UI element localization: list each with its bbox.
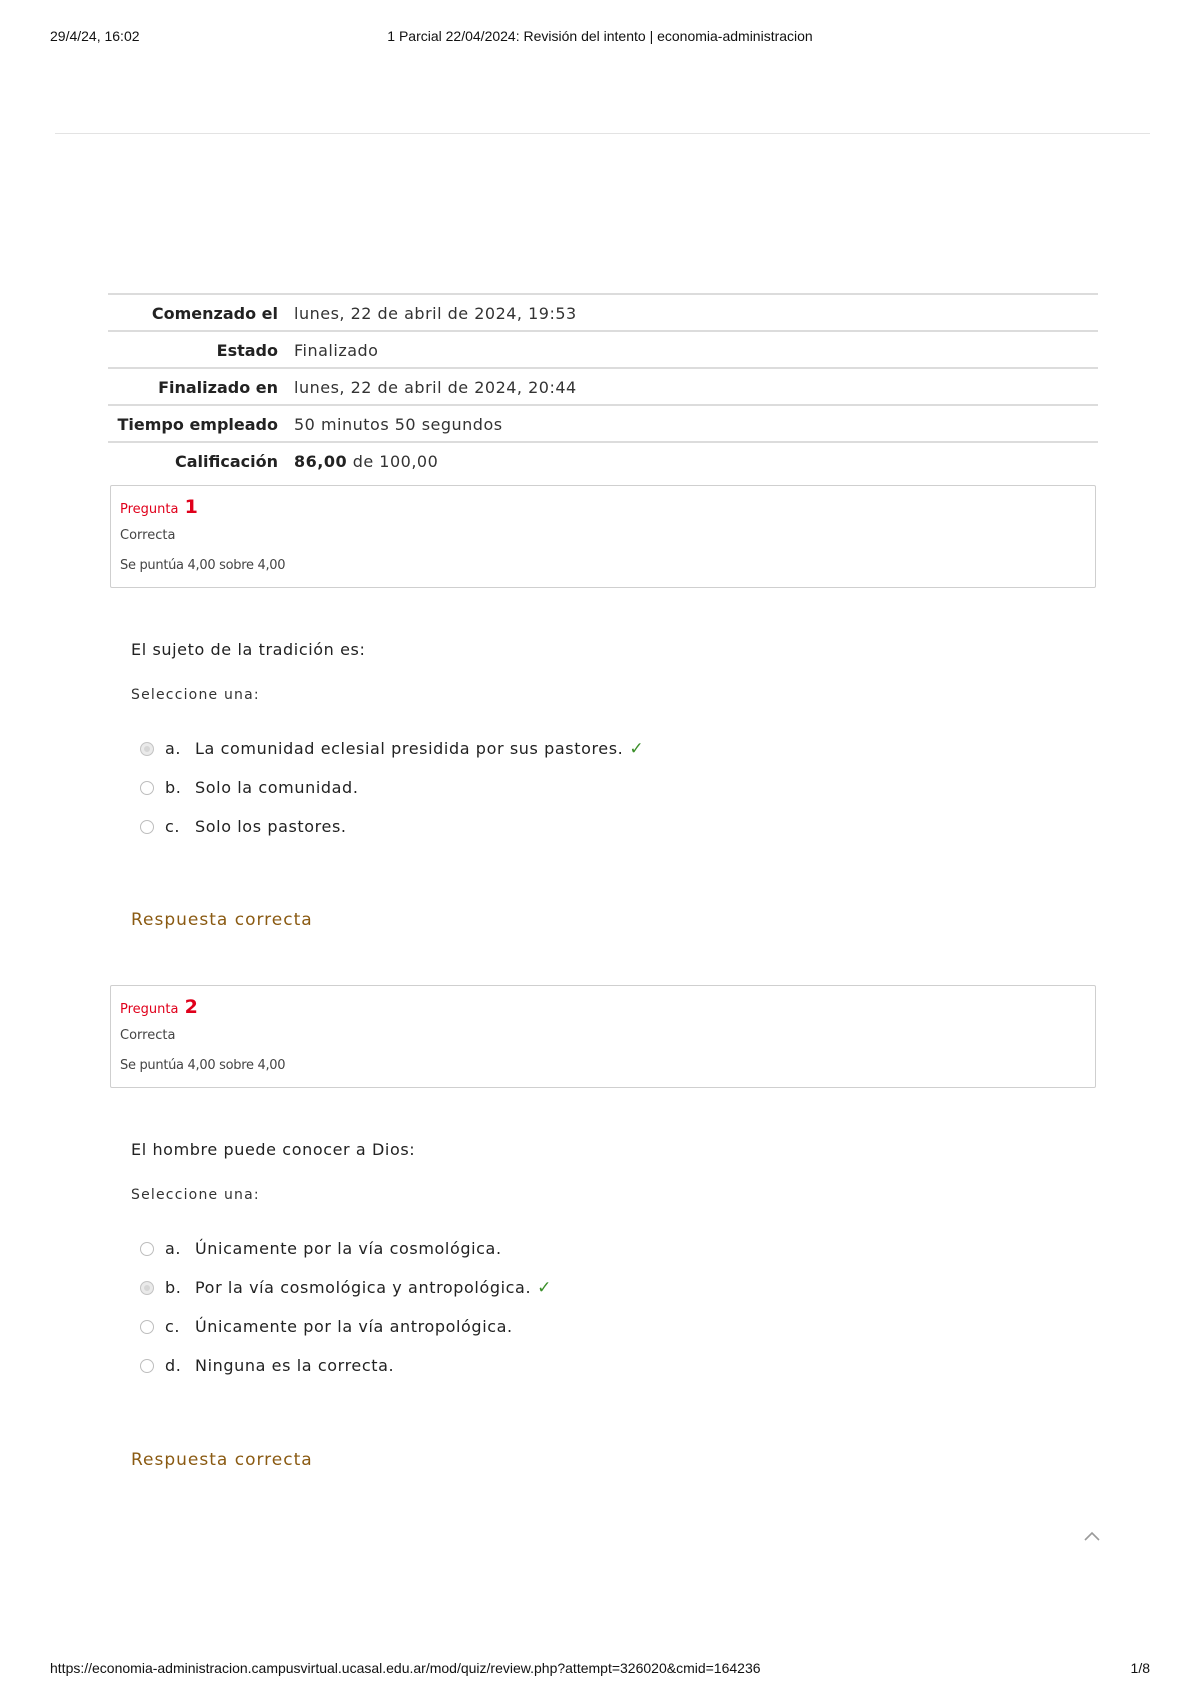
check-icon: ✓ <box>537 1277 553 1298</box>
summary-label: Tiempo empleado <box>117 415 278 434</box>
answer-text: Solo la comunidad. <box>195 778 359 797</box>
answer-letter: b. <box>165 778 182 797</box>
radio-button[interactable] <box>140 742 154 756</box>
radio-button[interactable] <box>140 1320 154 1334</box>
answer-list <box>131 1229 1071 1385</box>
answer-text: Solo los pastores. <box>195 817 347 836</box>
question-feedback-2: Respuesta correcta <box>131 1450 313 1470</box>
question-number <box>120 496 198 518</box>
question-info-1 <box>110 485 1096 588</box>
print-datetime: 29/4/24, 16:02 <box>50 28 140 44</box>
answer-option-b[interactable] <box>131 768 1071 807</box>
answer-letter: a. <box>165 739 182 758</box>
answer-option-b[interactable] <box>131 1268 1071 1307</box>
summary-row-state <box>108 331 1098 368</box>
radio-button[interactable] <box>140 781 154 795</box>
answer-text: Únicamente por la vía antropológica. <box>195 1317 513 1336</box>
answer-text: Ninguna es la correcta. <box>195 1356 395 1375</box>
question-state: Correcta <box>120 1028 176 1043</box>
question-grade: Se puntúa 4,00 sobre 4,00 <box>120 1058 286 1073</box>
question-feedback-1: Respuesta correcta <box>131 910 313 930</box>
summary-label: Finalizado en <box>158 378 278 397</box>
answer-option-c[interactable] <box>131 807 1071 846</box>
summary-value: Finalizado <box>294 341 379 360</box>
grade-score: 86,00 <box>294 452 348 471</box>
question-info-2 <box>110 985 1096 1088</box>
answer-letter: a. <box>165 1239 182 1258</box>
summary-row-time-taken <box>108 405 1098 442</box>
question-prompt: Seleccione una: <box>131 1187 260 1203</box>
answer-letter: b. <box>165 1278 182 1297</box>
print-url: https://economia-administracion.campusvirtual.ucasal.edu.ar/mod/quiz/review.php?attempt=326020&cmid=164236 <box>50 1660 761 1676</box>
question-grade: Se puntúa 4,00 sobre 4,00 <box>120 558 286 573</box>
answer-text: Por la vía cosmológica y antropológica. <box>195 1278 532 1297</box>
question-label: Pregunta <box>120 502 179 517</box>
answer-option-d[interactable] <box>131 1346 1071 1385</box>
question-content-2 <box>131 1140 1071 1385</box>
grade-max: de 100,00 <box>352 452 439 471</box>
radio-button[interactable] <box>140 820 154 834</box>
summary-label: Calificación <box>175 452 278 471</box>
answer-text: La comunidad eclesial presidida por sus pastores. <box>195 739 624 758</box>
answer-text: Únicamente por la vía cosmológica. <box>195 1239 502 1258</box>
question-content-1 <box>131 640 1071 846</box>
answer-option-c[interactable] <box>131 1307 1071 1346</box>
answer-option-a[interactable] <box>131 729 1071 768</box>
chevron-up-icon[interactable] <box>1082 1528 1102 1544</box>
print-header <box>50 28 1150 50</box>
summary-row-started <box>108 294 1098 331</box>
question-num: 1 <box>184 496 198 518</box>
answer-letter: d. <box>165 1356 182 1375</box>
radio-button[interactable] <box>140 1359 154 1373</box>
summary-row-finished <box>108 368 1098 405</box>
summary-value: lunes, 22 de abril de 2024, 19:53 <box>294 304 577 323</box>
summary-label: Comenzado el <box>151 304 278 323</box>
page-number: 1/8 <box>1130 1660 1150 1676</box>
question-text: El sujeto de la tradición es: <box>131 640 366 659</box>
question-num: 2 <box>184 996 198 1018</box>
answer-letter: c. <box>165 1317 181 1336</box>
summary-row-grade <box>108 442 1098 478</box>
summary-value: lunes, 22 de abril de 2024, 20:44 <box>294 378 577 397</box>
summary-value: 50 minutos 50 segundos <box>294 415 503 434</box>
print-page-title: 1 Parcial 22/04/2024: Revisión del intento | economia-administracion <box>387 28 813 44</box>
question-text: El hombre puede conocer a Dios: <box>131 1140 416 1159</box>
question-prompt: Seleccione una: <box>131 687 260 703</box>
answer-list <box>131 729 1071 846</box>
question-state: Correcta <box>120 528 176 543</box>
check-icon: ✓ <box>629 738 645 759</box>
answer-option-a[interactable] <box>131 1229 1071 1268</box>
summary-value <box>294 442 1098 478</box>
summary-label: Estado <box>216 341 278 360</box>
question-label: Pregunta <box>120 1002 179 1017</box>
radio-button[interactable] <box>140 1281 154 1295</box>
question-number <box>120 996 198 1018</box>
radio-button[interactable] <box>140 1242 154 1256</box>
attempt-summary-table <box>108 293 1098 478</box>
top-divider <box>55 133 1150 134</box>
answer-letter: c. <box>165 817 181 836</box>
